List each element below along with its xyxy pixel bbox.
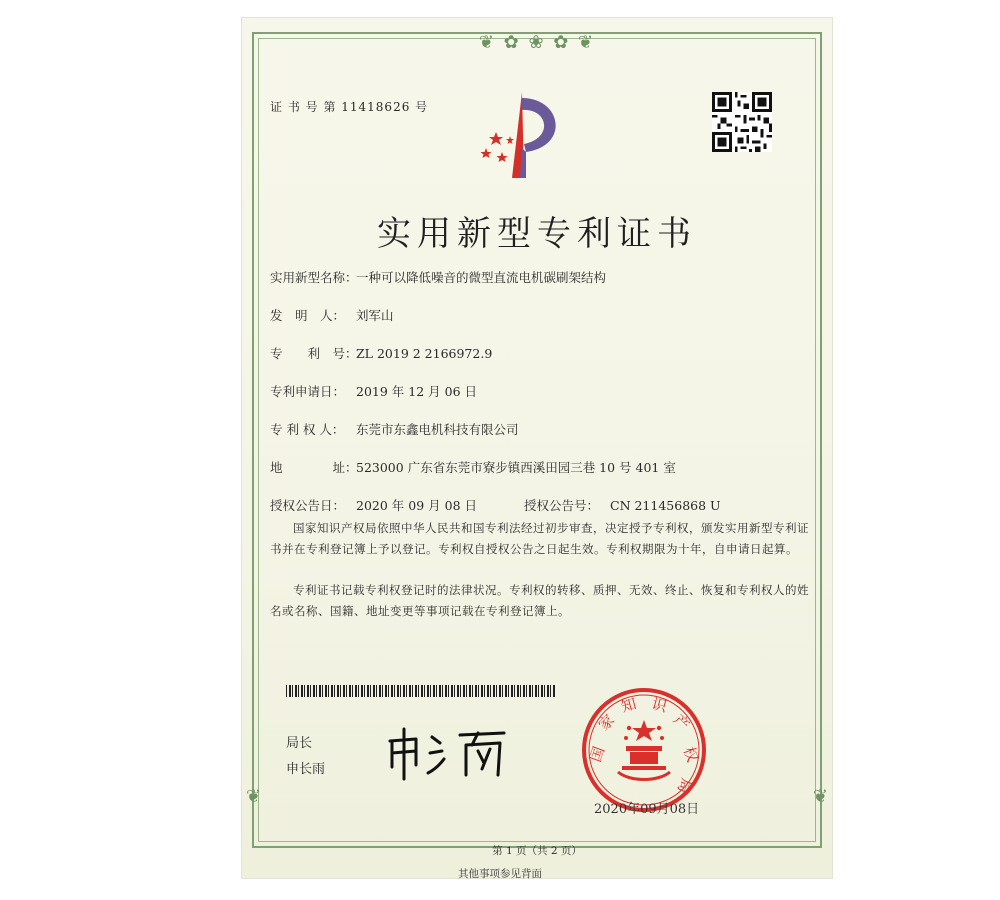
field-value: 刘军山 [356,308,394,323]
field-label: 专 利 号： [270,346,358,361]
director-signature [382,723,522,783]
field-value: ZL 2019 2 2166972.9 [356,346,493,361]
field-label: 专 利 权 人： [270,422,345,437]
corner-ornament-br: ❦ [812,786,828,807]
certificate-number: 证 书 号 第 11418626 号 [270,100,429,114]
field-grant-number [524,496,721,514]
field-value: 2019 年 12 月 06 日 [356,384,477,399]
top-ornament: ❦ ✿ ❀ ✿ ❦ [478,32,596,53]
field-label: 发 明 人： [270,308,346,323]
certificate-title: 实用新型专利证书 [377,214,697,254]
svg-text:国: 国 [586,744,609,765]
field-patent-number [270,344,492,362]
field-label: 授权公告日： [270,498,346,513]
director-title: 局长 [286,736,313,751]
field-value: 一种可以降低噪音的微型直流电机碳刷架结构 [356,270,607,285]
page-number: 第 1 页（共 2 页） [492,845,582,857]
field-label: 实用新型名称： [270,270,358,285]
field-label: 地 址： [270,460,358,475]
footer-note: 其他事项参见背面 [458,868,542,880]
field-value: 523000 广东省东莞市寮步镇西溪田园三巷 10 号 401 室 [356,460,676,475]
field-value: 东莞市东鑫电机科技有限公司 [356,422,519,437]
grant-statement: 国家知识产权局依照中华人民共和国专利法经过初步审查，决定授予专利权，颁发实用新型专利证书并在专利登记簿上予以登记。专利权自授权公告之日起生效。专利权期限为十年，自申请日起算。 [270,521,809,556]
svg-text:家: 家 [594,710,619,735]
svg-text:局: 局 [673,775,696,796]
field-application-date [270,382,477,400]
patent-certificate [242,18,832,878]
field-grant-date [270,496,477,514]
seal-date: 2020年09月08日 [594,802,700,817]
field-inventor [270,306,394,324]
corner-ornament-bl: ❦ [246,786,262,807]
official-seal [580,686,708,814]
legal-status-statement: 专利证书记载专利权登记时的法律状况。专利权的转移、质押、无效、终止、恢复和专利权人的姓名或名称、国籍、地址变更等事项记载在专利登记簿上。 [270,583,809,618]
field-label: 授权公告号： [524,498,600,513]
field-value: CN 211456868 U [610,498,721,513]
cnipa-logo [474,88,570,184]
field-address [270,458,676,476]
qr-code-icon [712,92,772,152]
field-patentee [270,420,519,438]
field-utility-name [270,268,606,286]
svg-text:产: 产 [669,710,694,735]
director-name: 申长雨 [286,762,326,777]
svg-text:权: 权 [679,744,702,765]
barcode [286,685,556,697]
field-value: 2020 年 09 月 08 日 [356,498,477,513]
field-label: 专利申请日： [270,384,346,399]
svg-text:识: 识 [649,694,669,716]
svg-text:知: 知 [619,694,639,716]
